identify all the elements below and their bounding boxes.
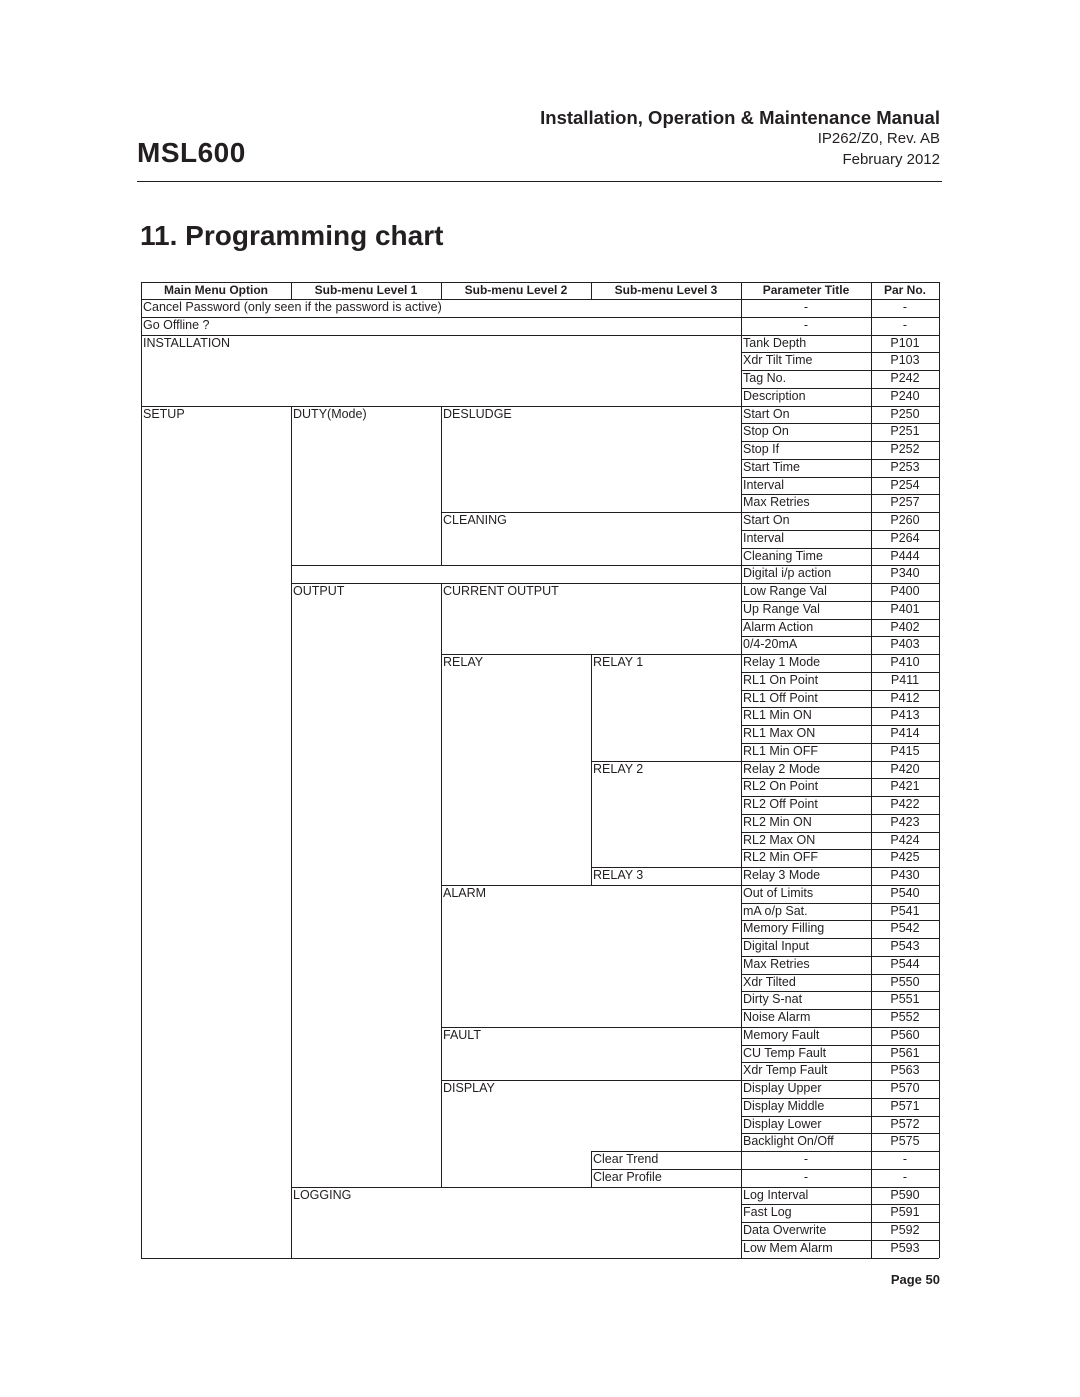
- table-rule: [741, 1062, 742, 1080]
- table-rule: [871, 530, 872, 548]
- parameter-number: P572: [890, 1116, 920, 1131]
- parameter-number: P570: [890, 1081, 920, 1095]
- parameter-title: RL1 On Point: [743, 672, 819, 687]
- parameter-number: P250: [890, 406, 920, 421]
- table-rule: [741, 601, 742, 619]
- submenu-level-3: RELAY 3: [593, 868, 644, 882]
- parameter-title: Start Time: [743, 459, 800, 474]
- table-rule: [741, 477, 742, 495]
- table-rule: [871, 832, 872, 850]
- table-rule: [741, 654, 742, 672]
- table-rule: [741, 920, 742, 938]
- parameter-number: P400: [890, 584, 920, 598]
- table-rule: [741, 583, 742, 601]
- parameter-title: Stop On: [743, 424, 789, 439]
- table-rule: [871, 1151, 872, 1169]
- table-rule: [741, 282, 742, 299]
- model-name: MSL600: [137, 137, 246, 168]
- parameter-number: P257: [890, 495, 920, 510]
- table-rule: [741, 1098, 742, 1116]
- column-header: Parameter Title: [762, 283, 850, 297]
- main-menu-option: INSTALLATION: [143, 335, 231, 350]
- table-rule: [741, 867, 742, 885]
- parameter-title: Low Range Val: [743, 584, 827, 598]
- table-rule: [871, 761, 872, 779]
- table-rule: [741, 299, 742, 317]
- section-title: 11. Programming chart: [140, 220, 444, 251]
- column-header: Sub-menu Level 2: [464, 283, 568, 297]
- table-rule: [871, 299, 872, 317]
- table-rule: [871, 317, 872, 335]
- parameter-title: RL1 Min ON: [743, 708, 812, 723]
- table-rule: [741, 494, 742, 512]
- parameter-title: Out of Limits: [743, 885, 814, 900]
- parameter-number: P542: [890, 921, 920, 936]
- table-rule: [871, 920, 872, 938]
- table-rule: [741, 991, 742, 1009]
- table-rule: [741, 459, 742, 477]
- parameter-number: P575: [890, 1134, 920, 1149]
- table-rule: [871, 423, 872, 441]
- table-rule: [871, 956, 872, 974]
- parameter-number: P543: [890, 939, 920, 953]
- submenu-level-1: LOGGING: [293, 1187, 352, 1202]
- parameter-number: P593: [890, 1240, 920, 1255]
- parameter-number: -: [902, 1152, 908, 1166]
- parameter-number: P340: [890, 566, 920, 581]
- parameter-title: Log Interval: [743, 1187, 809, 1202]
- table-rule: [871, 512, 872, 530]
- table-rule: [741, 814, 742, 832]
- table-rule: [741, 938, 742, 956]
- parameter-title: RL2 On Point: [743, 779, 819, 794]
- column-header: Sub-menu Level 3: [614, 283, 718, 297]
- parameter-number: P561: [890, 1045, 920, 1060]
- parameter-title: Alarm Action: [743, 619, 814, 634]
- table-rule: [741, 796, 742, 814]
- table-rule: [741, 565, 742, 583]
- parameter-title: Cleaning Time: [743, 548, 823, 563]
- parameter-title: Data Overwrite: [743, 1223, 827, 1237]
- parameter-number: P252: [890, 442, 920, 456]
- table-rule: [871, 672, 872, 690]
- table-rule: [871, 636, 872, 654]
- table-rule: [871, 1062, 872, 1080]
- submenu-level-2: DESLUDGE: [443, 406, 512, 421]
- parameter-title: Display Upper: [743, 1081, 822, 1095]
- parameter-title: Interval: [743, 477, 784, 492]
- parameter-number: P260: [890, 513, 920, 527]
- parameter-title: Relay 2 Mode: [743, 761, 821, 776]
- parameter-title: -: [803, 1169, 809, 1184]
- table-rule: [871, 619, 872, 637]
- parameter-number: P541: [890, 903, 920, 918]
- doc-reference: IP262/Z0, Rev. AB: [817, 130, 940, 147]
- parameter-title: RL1 Off Point: [743, 690, 818, 705]
- table-rule: [871, 335, 872, 353]
- parameter-number: P430: [890, 868, 920, 882]
- parameter-title: RL1 Max ON: [743, 726, 816, 740]
- table-rule: [141, 299, 142, 317]
- manual-title: Installation, Operation & Maintenance Manual: [540, 107, 940, 128]
- table-rule: [741, 512, 742, 530]
- parameter-title: Noise Alarm: [743, 1010, 811, 1024]
- main-menu-option: SETUP: [143, 406, 185, 421]
- submenu-level-2: DISPLAY: [443, 1081, 495, 1095]
- table-rule: [591, 1151, 592, 1187]
- parameter-number: P551: [890, 992, 920, 1007]
- parameter-number: P103: [890, 353, 920, 368]
- parameter-number: P240: [890, 388, 920, 403]
- table-rule: [871, 849, 872, 867]
- page-number: Page 50: [890, 1272, 940, 1287]
- table-rule: [741, 1204, 742, 1222]
- table-rule: [741, 974, 742, 992]
- table-rule: [741, 1080, 742, 1098]
- table-rule: [741, 725, 742, 743]
- table-rule: [871, 1169, 872, 1187]
- table-rule: [741, 335, 742, 353]
- table-rule: [741, 370, 742, 388]
- parameter-number: P591: [890, 1205, 920, 1220]
- table-rule: [871, 814, 872, 832]
- table-rule: [741, 1169, 742, 1187]
- column-header: Main Menu Option: [164, 283, 268, 297]
- table-rule: [741, 778, 742, 796]
- table-rule: [871, 796, 872, 814]
- parameter-number: P402: [890, 619, 920, 634]
- parameter-title: Display Lower: [743, 1116, 822, 1131]
- parameter-title: 0/4-20mA: [743, 637, 798, 652]
- table-rule: [441, 282, 442, 299]
- table-rule: [871, 867, 872, 885]
- parameter-number: P242: [890, 371, 920, 385]
- span-row-label: Cancel Password (only seen if the password is active): [143, 300, 442, 314]
- table-rule: [871, 1222, 872, 1240]
- parameter-title: Max Retries: [743, 956, 810, 971]
- column-header: Par No.: [883, 283, 926, 297]
- submenu-level-2: FAULT: [443, 1027, 481, 1042]
- table-rule: [741, 1240, 742, 1258]
- table-rule: [741, 1133, 742, 1151]
- table-rule: [741, 849, 742, 867]
- parameter-number: P414: [890, 726, 920, 740]
- table-rule: [871, 583, 872, 601]
- parameter-number: P412: [890, 690, 920, 705]
- parameter-number: P560: [890, 1027, 920, 1042]
- table-rule: [871, 938, 872, 956]
- parameter-title: Digital Input: [743, 939, 810, 953]
- table-rule: [741, 636, 742, 654]
- submenu-level-2: CURRENT OUTPUT: [443, 584, 559, 598]
- table-rule: [871, 1240, 872, 1258]
- parameter-number: P590: [890, 1187, 920, 1202]
- parameter-number: P415: [890, 743, 920, 758]
- parameter-title: Description: [743, 388, 806, 403]
- parameter-number: P403: [890, 637, 920, 652]
- table-rule: [591, 282, 592, 299]
- table-rule: [741, 406, 742, 424]
- table-rule: [741, 1151, 742, 1169]
- parameter-title: -: [803, 317, 809, 332]
- submenu-level-2: RELAY: [443, 655, 484, 669]
- parameter-title: RL1 Min OFF: [743, 743, 819, 758]
- table-rule: [141, 1258, 939, 1259]
- parameter-title: Xdr Tilt Time: [743, 353, 813, 368]
- parameter-title: mA o/p Sat.: [743, 903, 808, 918]
- table-rule: [141, 317, 142, 335]
- parameter-title: Relay 3 Mode: [743, 868, 821, 882]
- parameter-title: -: [803, 1152, 809, 1166]
- parameter-title: Fast Log: [743, 1205, 792, 1220]
- parameter-number: P550: [890, 974, 920, 989]
- submenu-level-1: DUTY(Mode): [293, 406, 367, 421]
- table-rule: [871, 1009, 872, 1027]
- table-rule: [871, 974, 872, 992]
- table-rule: [871, 654, 872, 672]
- parameter-number: P421: [890, 779, 920, 794]
- table-rule: [141, 282, 142, 299]
- parameter-number: -: [902, 300, 908, 314]
- table-rule: [741, 1222, 742, 1240]
- table-rule: [871, 1116, 872, 1134]
- table-rule: [741, 832, 742, 850]
- table-rule: [871, 690, 872, 708]
- parameter-title: Dirty S-nat: [743, 992, 803, 1007]
- table-rule: [871, 903, 872, 921]
- parameter-title: Low Mem Alarm: [743, 1240, 833, 1255]
- parameter-number: P563: [890, 1063, 920, 1078]
- parameter-title: Up Range Val: [743, 601, 820, 616]
- table-rule: [741, 761, 742, 779]
- table-rule: [939, 299, 940, 317]
- parameter-number: P251: [890, 424, 920, 439]
- table-rule: [441, 583, 442, 1187]
- table-rule: [291, 282, 292, 299]
- table-rule: [291, 565, 741, 566]
- table-rule: [871, 370, 872, 388]
- table-rule: [939, 282, 940, 299]
- parameter-number: P540: [890, 885, 920, 900]
- parameter-title: Stop If: [743, 442, 780, 456]
- table-rule: [441, 406, 442, 566]
- table-rule: [871, 352, 872, 370]
- table-rule: [871, 1045, 872, 1063]
- parameter-number: P423: [890, 814, 920, 829]
- table-rule: [871, 778, 872, 796]
- parameter-number: P425: [890, 850, 920, 865]
- table-rule: [291, 406, 292, 1258]
- submenu-level-1: OUTPUT: [293, 584, 345, 598]
- parameter-title: CU Temp Fault: [743, 1045, 827, 1060]
- parameter-number: P410: [890, 655, 920, 669]
- submenu-level-2: ALARM: [443, 885, 487, 900]
- table-rule: [741, 743, 742, 761]
- table-rule: [871, 477, 872, 495]
- table-rule: [741, 1009, 742, 1027]
- parameter-number: P544: [890, 956, 920, 971]
- table-rule: [741, 423, 742, 441]
- parameter-title: RL2 Min OFF: [743, 850, 819, 865]
- table-rule: [939, 317, 940, 335]
- table-rule: [871, 991, 872, 1009]
- table-rule: [741, 885, 742, 903]
- table-rule: [871, 1204, 872, 1222]
- parameter-number: P253: [890, 459, 920, 474]
- table-rule: [741, 707, 742, 725]
- submenu-level-3: RELAY 1: [593, 655, 644, 669]
- parameter-title: Tank Depth: [743, 335, 807, 350]
- table-rule: [871, 1187, 872, 1205]
- parameter-number: -: [902, 317, 908, 332]
- table-rule: [741, 672, 742, 690]
- parameter-number: P254: [890, 477, 920, 492]
- parameter-number: P401: [890, 601, 920, 616]
- table-rule: [871, 441, 872, 459]
- table-rule: [741, 619, 742, 637]
- table-rule: [741, 690, 742, 708]
- table-rule: [871, 282, 872, 299]
- parameter-title: Xdr Temp Fault: [743, 1063, 828, 1078]
- parameter-number: P411: [890, 672, 920, 687]
- parameter-number: P420: [890, 761, 920, 776]
- table-rule: [871, 601, 872, 619]
- table-rule: [741, 441, 742, 459]
- table-rule: [871, 459, 872, 477]
- table-rule: [741, 903, 742, 921]
- table-rule: [871, 1080, 872, 1098]
- parameter-title: Backlight On/Off: [743, 1134, 834, 1149]
- table-rule: [291, 1187, 741, 1188]
- table-rule: [871, 406, 872, 424]
- table-rule: [871, 1133, 872, 1151]
- table-rule: [591, 1151, 741, 1152]
- table-rule: [871, 548, 872, 566]
- table-rule: [871, 725, 872, 743]
- table-rule: [741, 352, 742, 370]
- parameter-title: RL2 Min ON: [743, 814, 812, 829]
- parameter-number: P422: [890, 797, 920, 811]
- table-rule: [871, 1027, 872, 1045]
- parameter-number: P444: [890, 548, 920, 563]
- parameter-title: RL2 Max ON: [743, 832, 816, 847]
- table-rule: [141, 335, 142, 1258]
- parameter-number: P592: [890, 1223, 920, 1237]
- parameter-number: P101: [890, 335, 920, 350]
- parameter-title: Start On: [743, 406, 790, 421]
- table-rule: [741, 1027, 742, 1045]
- table-rule: [741, 388, 742, 406]
- table-rule: [741, 317, 742, 335]
- table-rule: [741, 956, 742, 974]
- table-rule: [441, 1027, 741, 1028]
- table-rule: [871, 565, 872, 583]
- parameter-number: P413: [890, 708, 920, 723]
- column-header: Sub-menu Level 1: [314, 283, 418, 297]
- span-row-label: Go Offline ?: [143, 317, 210, 332]
- parameter-number: P264: [890, 530, 920, 545]
- table-rule: [871, 707, 872, 725]
- submenu-level-3: Clear Profile: [593, 1169, 662, 1184]
- parameter-title: Digital i/p action: [743, 566, 832, 581]
- parameter-number: P571: [890, 1098, 920, 1113]
- parameter-title: Tag No.: [743, 371, 787, 385]
- table-rule: [741, 1187, 742, 1205]
- table-rule: [871, 743, 872, 761]
- table-rule: [741, 1116, 742, 1134]
- table-rule: [939, 335, 940, 1258]
- parameter-title: Start On: [743, 513, 790, 527]
- table-rule: [871, 388, 872, 406]
- table-rule: [871, 494, 872, 512]
- submenu-level-2: CLEANING: [443, 513, 507, 527]
- parameter-title: Display Middle: [743, 1098, 825, 1113]
- table-rule: [591, 654, 592, 885]
- parameter-title: Memory Filling: [743, 921, 825, 936]
- parameter-title: Relay 1 Mode: [743, 655, 821, 669]
- parameter-title: Max Retries: [743, 495, 810, 510]
- table-rule: [741, 548, 742, 566]
- table-rule: [741, 530, 742, 548]
- parameter-title: Xdr Tilted: [743, 974, 796, 989]
- submenu-level-3: RELAY 2: [593, 761, 644, 776]
- parameter-number: -: [902, 1169, 908, 1184]
- table-rule: [141, 335, 741, 336]
- parameter-number: P552: [890, 1010, 920, 1024]
- parameter-title: RL2 Off Point: [743, 797, 818, 811]
- parameter-number: P424: [890, 832, 920, 847]
- submenu-level-3: Clear Trend: [593, 1152, 659, 1166]
- parameter-title: Interval: [743, 530, 784, 545]
- doc-date: February 2012: [842, 151, 940, 168]
- table-rule: [871, 1098, 872, 1116]
- table-rule: [741, 1045, 742, 1063]
- parameter-title: Memory Fault: [743, 1027, 820, 1042]
- table-rule: [871, 885, 872, 903]
- parameter-title: -: [803, 300, 809, 314]
